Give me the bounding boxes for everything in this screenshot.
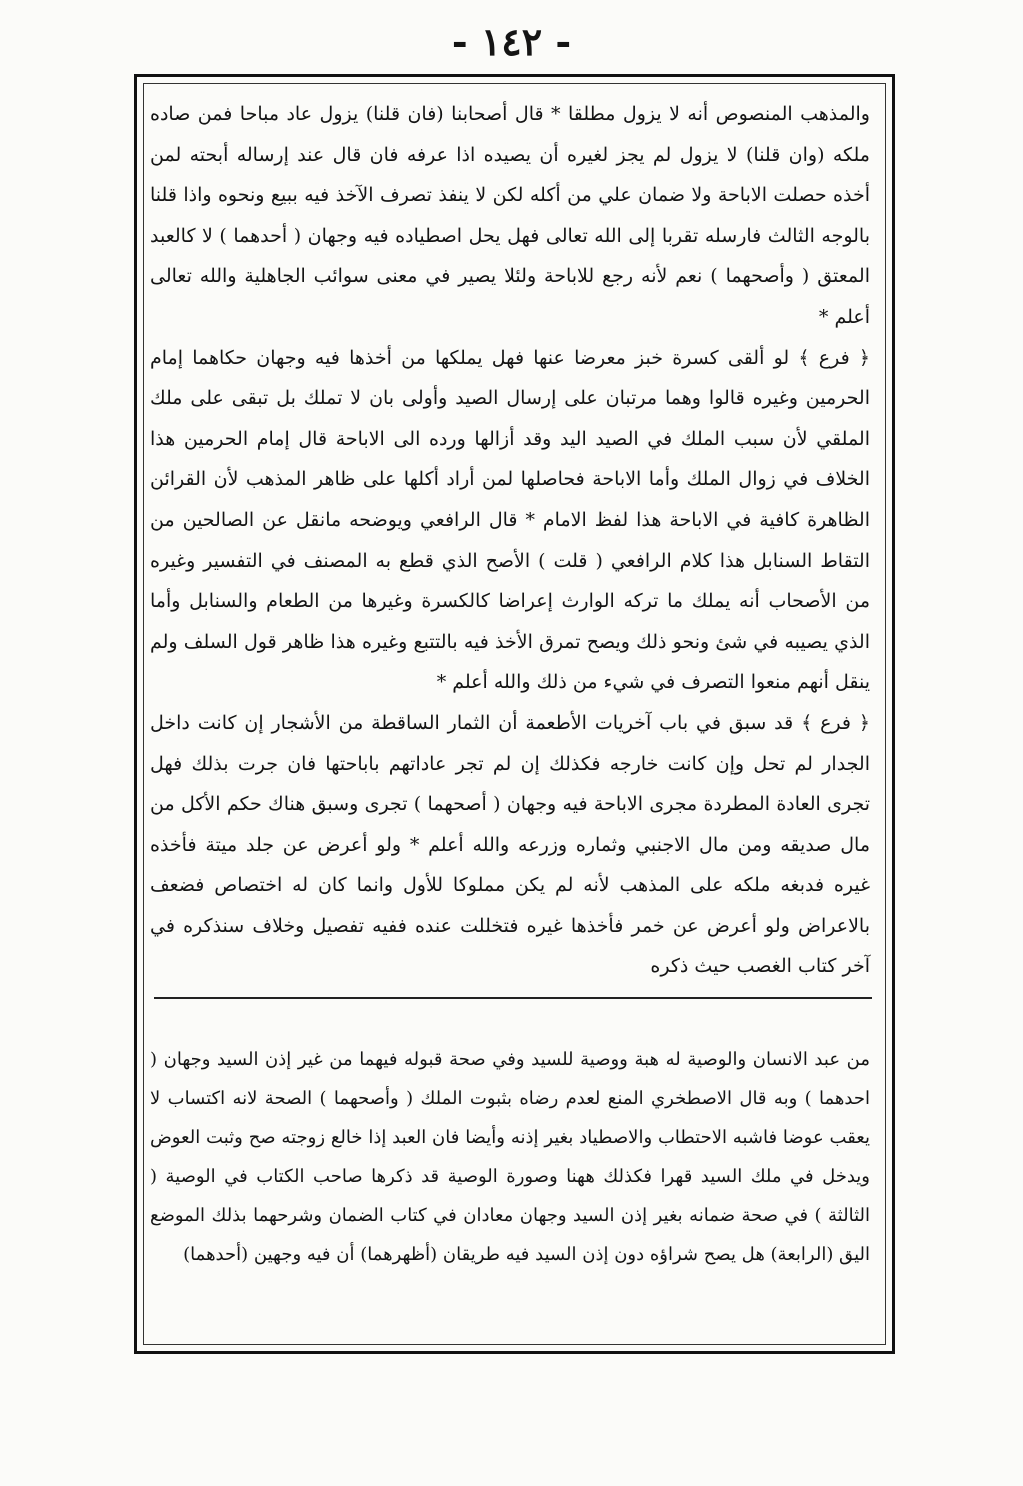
commentary-paragraph: من عبد الانسان والوصية له هبة ووصية للسيد وفي صحة قبوله فيهما من غير إذن السيد وجهان ( احدهما ) وبه قال الاصطخري المنع لعدم رضاه بثبوت الملك ( وأصحهما ) الصحة لانه اكتساب لا يعقب عوضا فاشبه الاحتطاب والاصطياد بغير إذنه وأيضا فان العبد إذا خالع زوجته صح وثبت العوض ويدخل في ملك السيد قهرا فكذلك ههنا وصورة الوصية قد ذكرها صاحب الكتاب في الوصية ( الثالثة ) في صحة ضمانه بغير إذن السيد وجهان معادان في كتاب الضمان وشرحهما بذلك الموضع اليق (الرابعة) هل يصح شراؤه دون إذن السيد فيه طريقان (أظهرهما) أن فيه وجهين (أحدهما) [150, 1049, 870, 1265]
paragraph-3: ﴿ فرع ﴾ قد سبق في باب آخريات الأطعمة أن الثمار الساقطة من الأشجار إن كانت داخل الجدار لم تحل وإن كانت خارجه فكذلك إن لم تجر عاداتهم باباحتها فان جرت بذلك فهل تجرى العادة المطردة مجرى الاباحة فيه وجهان ( أصحهما ) تجرى وسبق هناك حكم الأكل من مال صديقه ومن مال الاجنبي وثماره وزرعه والله أعلم * ولو أعرض عن جلد ميتة فأخذه غيره فدبغه ملكه على المذهب لأنه لم يكن مملوكا للأول وانما كان له اختصاص فضعف بالاعراض ولو أعرض عن خمر فأخذها غيره فتخللت عنده ففيه تفصيل وخلاف سنذكره في آخر كتاب الغصب حيث ذكره [150, 711, 870, 978]
commentary-divider [154, 997, 872, 999]
paragraph-2: ﴿ فرع ﴾ لو ألقى كسرة خبز معرضا عنها فهل يملكها من أخذها فيه وجهان حكاهما إمام الحرمين وغيره قالوا وهما مرتبان على إرسال الصيد وأولى بان لا تملك بل تبقى على ملك الملقي لأن سبب الملك في الصيد اليد وقد أزالها ورده الى الاباحة قال إمام الحرمين هذا الخلاف في زوال الملك وأما الاباحة فحاصلها لمن أراد أكلها على ظاهر المذهب لأن القرائن الظاهرة كافية في الاباحة هذا لفظ الامام * قال الرافعي ويوضحه مانقل عن الصالحين من التقاط السنابل هذا كلام الرافعي ( قلت ) الأصح الذي قطع به المصنف في التفسير وغيره من الأصحاب أنه يملك ما تركه الوارث إعراضا كالكسرة وغيرها من الطعام والسنابل وأما الذي يصيبه في شئ ونحو ذلك ويصح تمرق الأخذ فيه بالتتبع وغيره هذا ظاهر قول السلف ولم ينقل أنهم منعوا التصرف في شيء من ذلك والله أعلم * [150, 346, 870, 694]
page-number: - ١٤٢ - [451, 19, 572, 64]
commentary-text [150, 1040, 870, 1274]
main-text [150, 94, 870, 987]
paragraph-1: والمذهب المنصوص أنه لا يزول مطلقا * قال أصحابنا (فان قلنا) يزول عاد مباحا فمن صاده ملكه (وان قلنا) لا يزول لم يجز لغيره أن يصيده اذا عرفه فان قال عند إرساله أبحته لمن أخذه حصلت الاباحة ولا ضمان علي من أكله لكن لا ينفذ تصرف الآخذ فيه ببيع ونحوه واذا قلنا بالوجه الثالث فارسله تقربا إلى الله تعالى فهل يحل اصطياده فيه وجهان ( أحدهما ) لا كالعبد المعتق ( وأصحهما ) نعم لأنه رجع للاباحة ولئلا يصير في معنى سوائب الجاهلية والله تعالى أعلم * [150, 103, 870, 328]
